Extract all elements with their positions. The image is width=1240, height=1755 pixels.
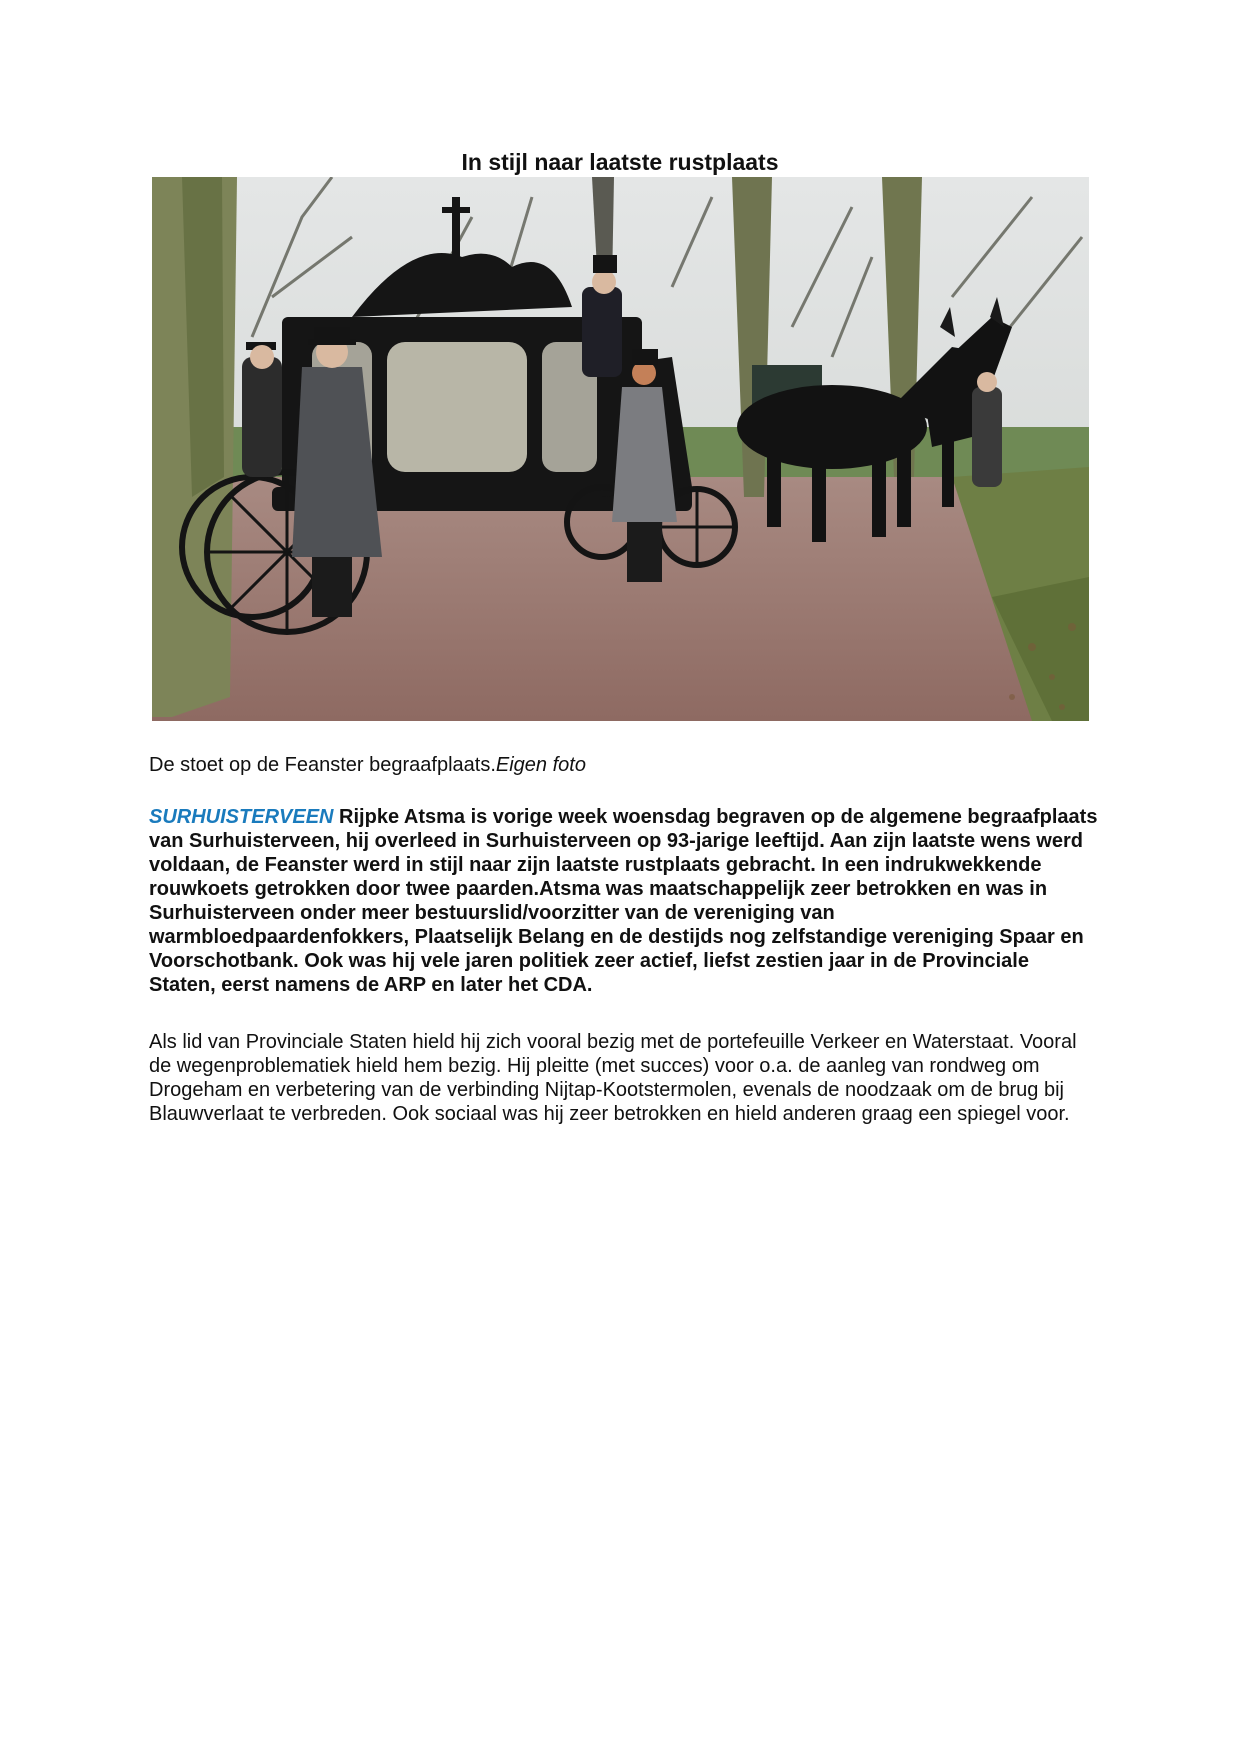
lead-paragraph xyxy=(149,805,1099,997)
article-title: In stijl naar laatste rustplaats xyxy=(461,149,779,175)
lead-text: Rijpke Atsma is vorige week woensdag begraven op de algemene begraafplaats van Surhuisterveen, hij overleed in Surhuisterveen op 93-jarige leeftijd. Aan zijn laatste wens werd voldaan, de Feanster werd in stijl naar zijn laatste rustplaats gebracht. In een indrukwekkende rouwkoets getrokken door twee paarden.Atsma was maatschappelijk zeer betrokken en was in Surhuisterveen onder meer bestuurslid/voorzitter van de vereniging van warmbloedpaardenfokkers, Plaatselijk Belang en de destijds nog zelfstandige vereniging Spaar en Voorschotbank. Ook was hij vele jaren politiek zeer actief, liefst zestien jaar in de Provinciale Staten, eerst namens de ARP en later het CDA. xyxy=(149,806,1098,996)
caption-credit: Eigen foto xyxy=(495,754,586,776)
photo-caption xyxy=(149,753,1099,777)
body-paragraph: Als lid van Provinciale Staten hield hij zich vooral bezig met de portefeuille Verkeer en Waterstaat. Vooral de wegenproblematiek hield hem bezig. Hij pleitte (met succes) voor o.a. de aanleg van rondweg om Drogeham en verbetering van de verbinding Nijtap-Kootstermolen, evenals de noodzaak om de brug bij Blauwverlaat te verbreden. Ook sociaal was hij zeer betrokken en hield anderen graag een spiegel voor. xyxy=(149,1031,1077,1125)
caption-text: De stoet op de Feanster begraafplaats. xyxy=(149,754,496,776)
hearse-photo xyxy=(152,177,1089,721)
dateline: SURHUISTERVEEN xyxy=(149,806,334,828)
